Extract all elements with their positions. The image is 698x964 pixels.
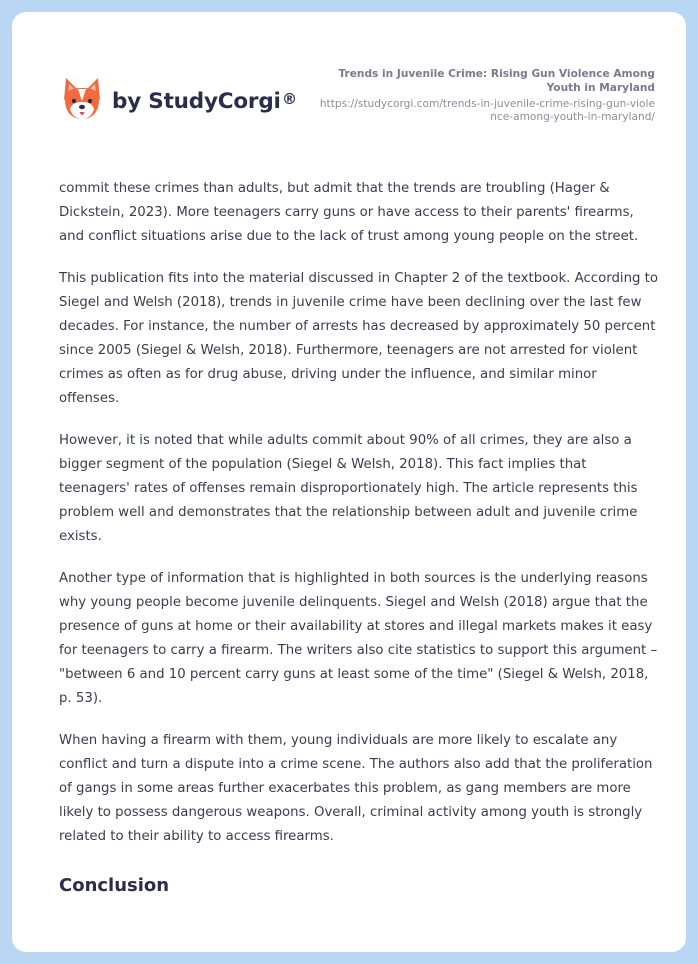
studycorgi-logo[interactable] bbox=[60, 76, 297, 124]
paragraph: Another type of information that is highlighted in both sources is the underlying reasons why young people become juvenile delinquents. Siegel and Welsh (2018) argue that the presence of guns at home or their availability at stores and illegal markets makes it easy for teenagers to carry a firearm. The writers also cite statistics to support this argument – "between 6 and 10 percent carry guns at least some of the time" (Siegel & Welsh, 2018, p. 53). bbox=[59, 571, 658, 706]
registered-mark: ® bbox=[282, 90, 297, 108]
paragraph: When having a firearm with them, young individuals are more likely to escalate any conflict and turn a dispute into a crime scene. The authors also add that the proliferation of gangs in some areas further exacerbates this problem, as gang members are more likely to possess dangerous weapons. Overall, criminal activity among youth is strongly related to their ability to access firearms. bbox=[59, 733, 653, 844]
document-page bbox=[12, 12, 686, 952]
document-meta bbox=[315, 67, 655, 124]
document-body bbox=[59, 177, 659, 898]
paragraph: commit these crimes than adults, but admit that the trends are troubling (Hager & Dickstein, 2023). More teenagers carry guns or have access to their parents' firearms, and conflict situations arise due to the lack of trust among young people on the street. bbox=[59, 181, 639, 244]
logo-text: by StudyCorgi bbox=[112, 88, 281, 114]
paragraph: This publication fits into the material discussed in Chapter 2 of the textbook. According to Siegel and Welsh (2018), trends in juvenile crime have been declining over the last few decades. For instance, the number of arrests has decreased by approximately 50 percent since 2005 (Siegel & Welsh, 2018). Furthermore, teenagers are not arrested for violent crimes as often as for drug abuse, driving under the influence, and similar minor offenses. bbox=[59, 271, 659, 406]
document-title: Trends in Juvenile Crime: Rising Gun Violence Among Youth in Maryland bbox=[338, 68, 655, 94]
corgi-icon bbox=[60, 76, 104, 124]
section-heading: Conclusion bbox=[59, 875, 170, 896]
paragraph: However, it is noted that while adults commit about 90% of all crimes, they are also a bigger segment of the population (Siegel & Welsh, 2018). This fact implies that teenagers' rates of offenses remain disproportionately high. The article represents this problem well and demonstrates that the relationship between adult and juvenile crime exists. bbox=[59, 433, 638, 544]
document-url[interactable]: https://studycorgi.com/trends-in-juvenile-crime-rising-gun-violence-among-youth-in-maryland/ bbox=[319, 98, 655, 123]
